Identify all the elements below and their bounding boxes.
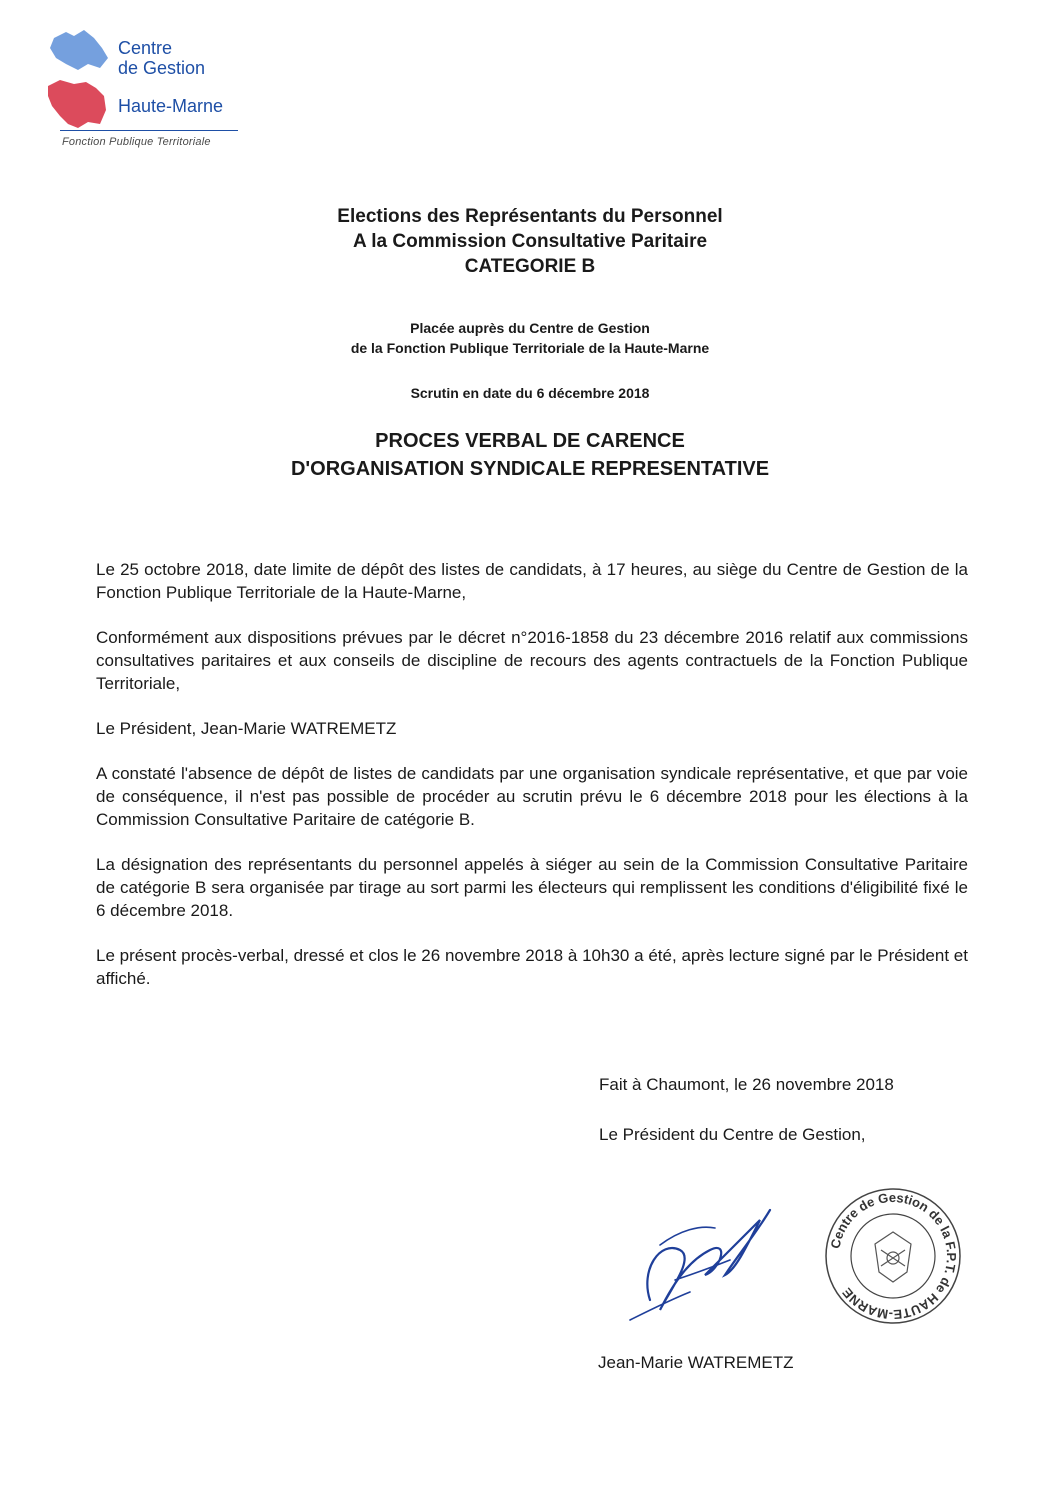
placed-subtitle [0, 318, 1060, 358]
body-paragraph: A constaté l'absence de dépôt de listes de candidats par une organisation syndicale représentative, et que par voie de conséquence, il n'est pas possible de procéder au scrutin prévu le 6 décembre 2018 pour les élections à la Commission Consultative Paritaire de catégorie B. [96, 764, 968, 829]
placed-line: de la Fonction Publique Territoriale de la Haute-Marne [350, 340, 710, 356]
title-line: Elections des Représentants du Personnel [337, 206, 723, 227]
body-paragraph: Le Président, Jean-Marie WATREMETZ [96, 719, 397, 738]
body-paragraph: Le présent procès-verbal, dressé et clos le 26 novembre 2018 à 10h30 a été, après lecture signé par le Président et affiché. [96, 946, 968, 988]
pv-line: PROCES VERBAL DE CARENCE [375, 430, 685, 452]
signatory-role: Le Président du Centre de Gestion, [599, 1125, 866, 1144]
haute-marne-map-icon [44, 28, 116, 132]
title-line: CATEGORIE B [464, 256, 596, 277]
logo-gestion-text: de Gestion [118, 58, 206, 78]
scrutin-date: Scrutin en date du 6 décembre 2018 [410, 385, 650, 401]
stamp-text: Centre de Gestion de la F.P.T. de HAUTE-MARNE [827, 1189, 960, 1323]
logo-subtitle: Fonction Publique Territoriale [62, 136, 211, 148]
title-line: A la Commission Consultative Paritaire [352, 231, 708, 252]
logo-divider [60, 130, 238, 131]
handwritten-signature [620, 1180, 780, 1330]
signatory-name: Jean-Marie WATREMETZ [598, 1353, 794, 1372]
placed-line: Placée auprès du Centre de Gestion [410, 320, 650, 336]
pv-heading [0, 427, 1060, 483]
logo-centre-text: Centre [118, 38, 173, 58]
cdg-logo [40, 28, 250, 158]
logo-haute-marne-text: Haute-Marne [118, 96, 224, 116]
document-body [96, 558, 968, 990]
body-paragraph: Conformément aux dispositions prévues par le décret n°2016-1858 du 23 décembre 2016 relatif aux commissions consultatives paritaires et aux conseils de discipline de recours des agents contractuels de la Fonction Publique Territoriale, [96, 628, 968, 693]
document-title [0, 204, 1060, 279]
pv-line: D'ORGANISATION SYNDICALE REPRESENTATIVE [290, 458, 770, 480]
official-stamp [823, 1186, 963, 1326]
body-paragraph: La désignation des représentants du personnel appelés à siéger au sein de la Commission Consultative Paritaire de catégorie B sera organisée par tirage au sort parmi les électeurs qui remplissent les conditions d'éligibilité fixé le 6 décembre 2018. [96, 855, 968, 920]
place-and-date: Fait à Chaumont, le 26 novembre 2018 [599, 1075, 894, 1094]
body-paragraph: Le 25 octobre 2018, date limite de dépôt des listes de candidats, à 17 heures, au siège du Centre de Gestion de la Fonction Publique Territoriale de la Haute-Marne, [96, 560, 968, 602]
